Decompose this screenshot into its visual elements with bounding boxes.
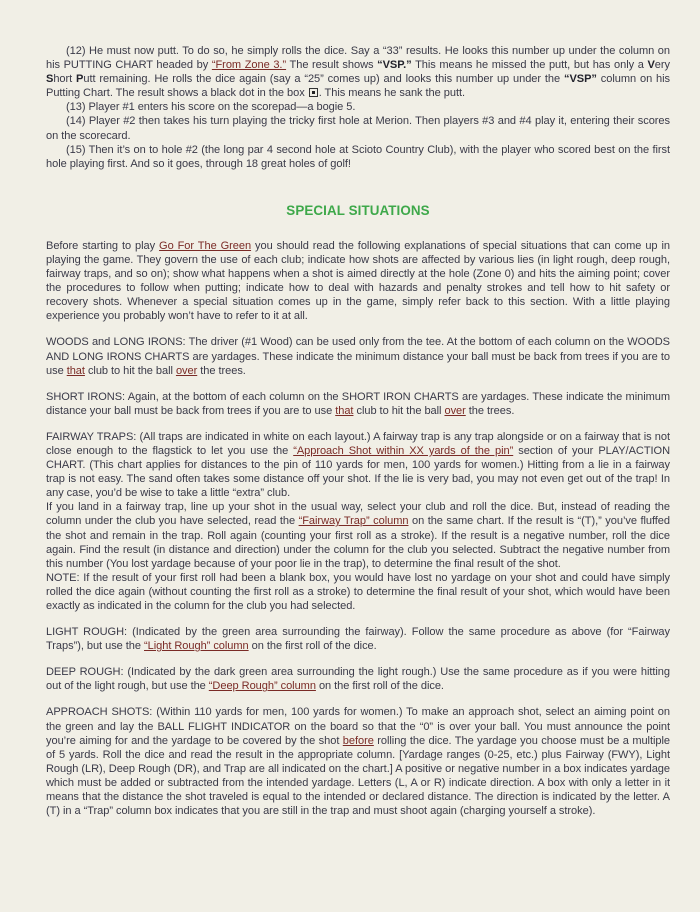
underlined-text: “Light Rough” column bbox=[144, 640, 249, 653]
text: the trees. bbox=[197, 364, 246, 377]
text: ery bbox=[654, 59, 670, 72]
text: section of your PLAY/ACTION CHART. (This chart applies for distances to the pin of 110 yards for men, 100 yards for women.) Hitting from a lie in a fairway trap is not easy. The sand often takes some distance off your shot. If the lie is very bad, you may not even get out of the trap! In any case, you’d be wise to take a little “extra” club. bbox=[46, 444, 671, 500]
paragraph-step-15: (15) Then it’s on to hole #2 (the long par 4 second hole at Scioto Country Club), with the player who scored best on the first hole playing first. And so it goes, through 18 great holes of golf! bbox=[46, 143, 670, 170]
underlined-text: over bbox=[444, 404, 466, 417]
underlined-text: “Fairway Trap” column bbox=[298, 515, 409, 528]
text: This means he missed the putt, but has only a bbox=[411, 59, 648, 72]
underlined-text: over bbox=[175, 364, 198, 377]
text: hort bbox=[53, 73, 77, 86]
black-dot-box-icon bbox=[309, 88, 318, 97]
underlined-text: “From Zone 3.” bbox=[211, 59, 287, 72]
rules-page bbox=[46, 44, 670, 818]
text: . This means he sank the putt. bbox=[318, 87, 466, 100]
bold-text: “VSP” bbox=[564, 73, 597, 86]
text: The result shows bbox=[286, 59, 378, 72]
paragraph-deep-rough bbox=[46, 665, 670, 693]
text: APPROACH SHOTS: (Within 110 yards for men, 100 yards for women.) To make an approach shot, select an aiming point on the green and lay the BALL FLIGHT INDICATOR on the board so that the “0” is over your ball. You must announce the point you’re aiming for and the yardage to be covered by the shot bbox=[46, 706, 670, 747]
text: rolling the dice. The yardage you choose must be a multiple of 5 yards. Roll the dice and read the result in the appropriate column. [Yardage ranges (0-25, etc.) plus Fairway (FWY), Light Rough (LR), Deep Rough (DR), and Trap are all indicated on the chart.] A positive or negative number in a box indicates yardage which must be added or subtracted from the intended yardage. Letters (L, A or R) indicate direction. A box with only a letter in it means that the distance the shot traveled is equal to the intended or declared distance. The direction is indicated by the letter. A (T) in a “Trap” column box indicates that you are still in the trap and must shoot again (charging yourself a stroke). bbox=[46, 734, 670, 818]
paragraph-fairway-traps-note: NOTE: If the result of your first roll had been a blank box, you would have lost no yardage on your shot and could have simply rolled the dice again (without counting the first roll as a stroke) to determine the final result of your shot, which would have been exactly as indicated in the column for the club you had selected. bbox=[46, 571, 670, 612]
text: (12) He must now putt. To do so, he simply rolls the dice. Say a “33” results. He looks this number up under the column on his PUTTING CHART headed by bbox=[46, 45, 670, 72]
text: column on his Putting Chart. The result shows a black dot in the box bbox=[46, 73, 671, 100]
text: club to hit the ball bbox=[84, 364, 176, 377]
paragraph-approach-shots bbox=[46, 705, 670, 818]
bold-letter: P bbox=[76, 73, 84, 86]
underlined-text: that bbox=[66, 364, 85, 377]
paragraph-step-13: (13) Player #1 enters his score on the scorepad—a bogie 5. bbox=[66, 101, 356, 114]
bold-letter: S bbox=[46, 73, 54, 86]
paragraph-woods-long-irons bbox=[46, 335, 670, 377]
paragraph-special-intro bbox=[46, 239, 670, 324]
text: If you land in a fairway trap, line up your shot in the usual way, select your club and roll the dice. But, instead of reading the column under the club you have selected, read the bbox=[46, 501, 670, 528]
bold-text: “VSP.” bbox=[377, 59, 412, 72]
paragraph-light-rough bbox=[46, 625, 670, 653]
paragraph-step-14: (14) Player #2 then takes his turn playing the tricky first hole at Merion. Then players #3 and #4 play it, entering their scores on the scorecard. bbox=[46, 115, 670, 142]
underlined-text: before bbox=[342, 734, 374, 747]
text: LIGHT ROUGH: (Indicated by the green area surrounding the fairway). Follow the same procedure as above (for “Fairway Traps”), but use the bbox=[46, 626, 670, 653]
text: FAIRWAY TRAPS: (All traps are indicated in white on each layout.) A fairway trap is any trap alongside or on a fairway that is not close enough to the flagstick to let you use the bbox=[46, 430, 670, 457]
text: DEEP ROUGH: (Indicated by the dark green area surrounding the light rough.) Use the same procedure as if you were hitting out of the light rough, but use the bbox=[46, 666, 670, 693]
paragraph-short-irons bbox=[46, 390, 670, 418]
text: on the same chart. If the result is “(T),” you’ve fluffed the shot and remain in the trap. Roll again (counting your first roll as a stroke). If the result is a negative number, roll the dice again. Find the result (in distance and direction) under the column for the club you selected. Subtract the negative number from this number (You lost yardage because of your poor lie in the trap), to determine the final result of the shot. bbox=[46, 515, 670, 570]
paragraph-fairway-traps bbox=[46, 430, 670, 500]
underlined-text: “Deep Rough” column bbox=[208, 680, 316, 693]
paragraph-fairway-traps-procedure bbox=[46, 500, 670, 570]
text: SHORT IRONS: Again, at the bottom of each column on the SHORT IRON CHARTS are yardages. These indicate the minimum distance your ball must be back from trees if you are to use bbox=[46, 390, 670, 417]
text: utt remaining. He rolls the dice again (say a “25” comes up) and looks this number up under the bbox=[83, 73, 564, 86]
paragraph-step-12 bbox=[46, 44, 670, 100]
text: you should read the following explanations of special situations that can come up in playing the game. They govern the use of each club; indicate how shots are affected by various lies (in light rough, deep rough, fairway traps, and so on); show what happens when a shot is aimed directly at the hole (Zone 0) and hits the aiming point; cover the procedures to follow when putting; indicate how to deal with hazards and penalty strokes and tell how to hit safety or recovery shots. Whenever a special situation comes up in the game, simply refer back to this section. With a little playing experience you probably won’t have to refer to it at all. bbox=[46, 239, 670, 323]
text: on the first roll of the dice. bbox=[248, 640, 377, 653]
text: Before starting to play bbox=[46, 239, 160, 252]
text: on the first roll of the dice. bbox=[315, 680, 444, 693]
text: club to hit the ball bbox=[353, 404, 445, 417]
underlined-text: that bbox=[335, 404, 354, 417]
underlined-text: Go For The Green bbox=[159, 239, 252, 252]
underlined-text: “Approach Shot within XX yards of the pin” bbox=[293, 444, 514, 457]
bold-letter: V bbox=[647, 59, 655, 72]
text: WOODS and LONG IRONS: The driver (#1 Wood) can be used only from the tee. At the bottom of each column on the WOODS AND LONG IRONS CHARTS are yardages. These indicate the minimum distance your ball must be back from trees if you are to use bbox=[46, 336, 670, 377]
section-heading: SPECIAL SITUATIONS bbox=[286, 202, 430, 218]
text: the trees. bbox=[465, 404, 515, 417]
